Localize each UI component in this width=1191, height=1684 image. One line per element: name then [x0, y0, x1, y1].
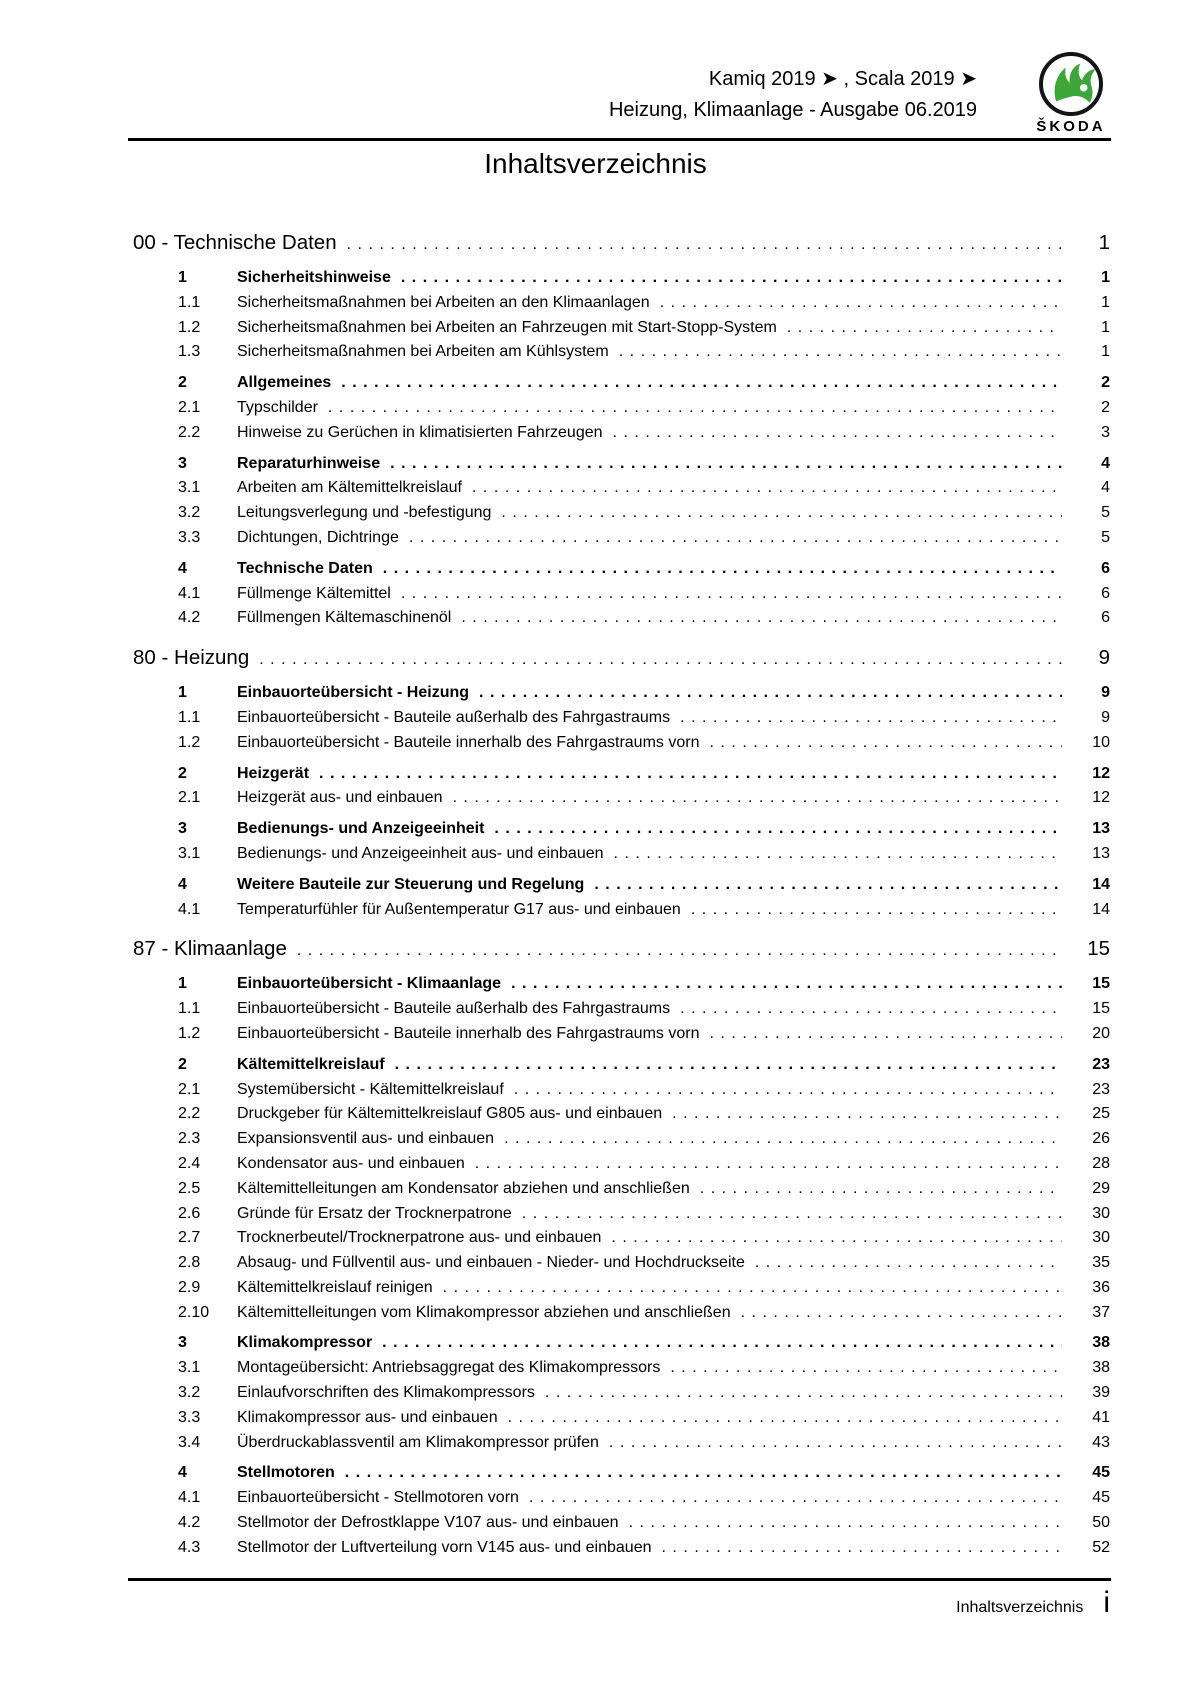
entry-page-number: 2	[1101, 374, 1110, 392]
entry-number: 4.2	[178, 609, 201, 627]
entry-page-number: 20	[1092, 1024, 1110, 1042]
entry-title: Bedienungs- und Anzeigeeinheit	[237, 820, 485, 838]
entry-page-number: 36	[1092, 1278, 1110, 1296]
dot-leader	[629, 1511, 1062, 1536]
dot-leader	[328, 396, 1062, 421]
entry-number: 2.4	[178, 1154, 201, 1172]
dot-leader	[494, 817, 1062, 842]
entry-title: Klimakompressor	[237, 1334, 373, 1352]
footer-label: Inhaltsverzeichnis	[956, 1599, 1084, 1616]
page-footer	[956, 1586, 1110, 1620]
toc-entry-row	[133, 316, 1110, 341]
dot-leader	[401, 266, 1062, 291]
entry-page-number: 28	[1092, 1154, 1110, 1172]
dot-leader	[670, 1356, 1062, 1381]
dot-leader	[409, 526, 1062, 551]
entry-title: Hinweise zu Gerüchen in klimatisierten Fahrzeugen	[237, 423, 603, 441]
entry-number: 2	[178, 764, 187, 782]
entry-number: 4.3	[178, 1538, 201, 1556]
entry-title: Einlaufvorschriften des Klimakompressors	[237, 1384, 535, 1402]
toc-entry-row	[133, 371, 1110, 396]
skoda-logo-circle	[1039, 52, 1103, 116]
entry-title: Einbauorteübersicht - Klimaanlage	[237, 975, 502, 993]
entry-title: Absaug- und Füllventil aus- und einbauen - Nieder- und Hochdruckseite	[237, 1254, 745, 1272]
entry-title: Einbauorteübersicht - Bauteile innerhalb des Fahrgastraums vorn	[237, 1024, 700, 1042]
entry-page-number: 6	[1101, 609, 1110, 627]
entry-title: Arbeiten am Kältemittelkreislauf	[237, 479, 462, 497]
toc-entry-row	[133, 452, 1110, 477]
entry-number: 2.6	[178, 1204, 201, 1222]
toc-entry-row	[133, 1301, 1110, 1326]
dot-leader	[787, 316, 1062, 341]
entry-page-number: 6	[1101, 559, 1110, 577]
entry-number: 3.1	[178, 844, 201, 862]
entry-page-number: 13	[1092, 844, 1110, 862]
entry-page-number: 25	[1092, 1105, 1110, 1123]
entry-number: 3	[178, 454, 187, 472]
entry-page-number: 6	[1101, 584, 1110, 602]
dot-leader	[613, 421, 1062, 446]
toc-entry-row	[133, 842, 1110, 867]
toc-entry-row	[133, 1152, 1110, 1177]
entry-number: 2.3	[178, 1130, 201, 1148]
toc-entry-row	[133, 1461, 1110, 1486]
entry-title: Reparaturhinweise	[237, 454, 381, 472]
toc-entry-row	[133, 557, 1110, 582]
header-divider	[128, 138, 1111, 141]
toc-chapter-row	[133, 934, 1110, 966]
toc-entry-row	[133, 898, 1110, 923]
dot-leader	[319, 762, 1062, 787]
toc-entry-row	[133, 1381, 1110, 1406]
entry-number: 2.5	[178, 1179, 201, 1197]
entry-title: Einbauorteübersicht - Bauteile außerhalb des Fahrgastraums	[237, 1000, 671, 1018]
toc-entry-row	[133, 1053, 1110, 1078]
dot-leader	[594, 873, 1062, 898]
entry-page-number: 35	[1092, 1254, 1110, 1272]
entry-number: 4.1	[178, 1489, 201, 1507]
entry-page-number: 1	[1101, 343, 1110, 361]
toc-entry-row	[133, 291, 1110, 316]
entry-page-number: 2	[1101, 398, 1110, 416]
entry-number: 4.1	[178, 900, 201, 918]
entry-title: Füllmenge Kältemittel	[237, 584, 391, 602]
entry-number: 3	[178, 1334, 187, 1352]
entry-title: Stellmotor der Defrostklappe V107 aus- und einbauen	[237, 1514, 619, 1532]
chapter-page-number: 15	[1087, 937, 1110, 961]
entry-page-number: 45	[1092, 1489, 1110, 1507]
entry-title: Kondensator aus- und einbauen	[237, 1154, 465, 1172]
dot-leader	[383, 557, 1062, 582]
entry-page-number: 50	[1092, 1514, 1110, 1532]
dot-leader	[461, 606, 1062, 631]
toc-entry-row	[133, 1022, 1110, 1047]
entry-page-number: 14	[1092, 900, 1110, 918]
dot-leader	[614, 842, 1062, 867]
page-title: Inhaltsverzeichnis	[484, 148, 707, 179]
entry-title: Typschilder	[237, 398, 318, 416]
entry-title: Bedienungs- und Anzeigeeinheit aus- und einbauen	[237, 844, 604, 862]
entry-page-number: 9	[1101, 708, 1110, 726]
dot-leader	[691, 898, 1062, 923]
toc-entry-row	[133, 266, 1110, 291]
entry-page-number: 41	[1092, 1408, 1110, 1426]
toc-entry-row	[133, 706, 1110, 731]
entry-page-number: 15	[1092, 1000, 1110, 1018]
entry-page-number: 10	[1092, 733, 1110, 751]
entry-page-number: 12	[1092, 789, 1110, 807]
entry-title: Systemübersicht - Kältemittelkreislauf	[237, 1080, 504, 1098]
dot-leader	[259, 645, 1062, 675]
toc-entry-row	[133, 1536, 1110, 1561]
entry-number: 3.1	[178, 1359, 201, 1377]
entry-title: Temperaturfühler für Außentemperatur G17 aus- und einbauen	[237, 900, 681, 918]
toc-entry-row	[133, 606, 1110, 631]
entry-page-number: 29	[1092, 1179, 1110, 1197]
dot-leader	[472, 476, 1062, 501]
toc-entry-row	[133, 1177, 1110, 1202]
dot-leader	[382, 1331, 1062, 1356]
toc-entry-row	[133, 396, 1110, 421]
entry-number: 3.3	[178, 1408, 201, 1426]
entry-number: 2.2	[178, 423, 201, 441]
entry-number: 1.1	[178, 1000, 201, 1018]
entry-number: 2.9	[178, 1278, 201, 1296]
entry-number: 3.3	[178, 528, 201, 546]
entry-number: 3.4	[178, 1433, 201, 1451]
entry-title: Expansionsventil aus- und einbauen	[237, 1130, 495, 1148]
header-model-line: Kamiq 2019 ➤ , Scala 2019 ➤	[708, 68, 977, 90]
entry-title: Stellmotoren	[237, 1464, 335, 1482]
toc-entry-row	[133, 1276, 1110, 1301]
entry-number: 2.1	[178, 1080, 201, 1098]
entry-number: 1.2	[178, 733, 201, 751]
entry-title: Einbauorteübersicht - Heizung	[237, 684, 470, 702]
toc-entry-row	[133, 762, 1110, 787]
entry-page-number: 43	[1092, 1433, 1110, 1451]
entry-page-number: 39	[1092, 1384, 1110, 1402]
entry-page-number: 1	[1101, 318, 1110, 336]
entry-number: 2.8	[178, 1254, 201, 1272]
entry-number: 1.2	[178, 318, 201, 336]
dot-leader	[529, 1486, 1062, 1511]
dot-leader	[660, 291, 1062, 316]
entry-title: Überdruckablassventil am Klimakompressor prüfen	[237, 1433, 599, 1451]
toc-entry-row	[133, 873, 1110, 898]
entry-page-number: 1	[1101, 293, 1110, 311]
entry-number: 1.2	[178, 1024, 201, 1042]
entry-page-number: 38	[1092, 1359, 1110, 1377]
entry-title: Druckgeber für Kältemittelkreislauf G805 aus- und einbauen	[237, 1105, 663, 1123]
dot-leader	[452, 786, 1062, 811]
entry-title: Kältemittelleitungen vom Klimakompressor abziehen und anschließen	[237, 1303, 731, 1321]
entry-title: Sicherheitshinweise	[237, 269, 391, 286]
entry-number: 4.1	[178, 584, 201, 602]
dot-leader	[475, 1152, 1062, 1177]
header-manual-line: Heizung, Klimaanlage - Ausgabe 06.2019	[608, 99, 977, 121]
dot-leader	[511, 972, 1062, 997]
skoda-wing-icon	[1043, 56, 1099, 112]
toc-entry-row	[133, 731, 1110, 756]
entry-title: Montageübersicht: Antriebsaggregat des Klimakompressors	[237, 1359, 661, 1377]
toc-entry-row	[133, 681, 1110, 706]
dot-leader	[545, 1381, 1062, 1406]
entry-page-number: 3	[1101, 423, 1110, 441]
entry-page-number: 30	[1092, 1229, 1110, 1247]
entry-number: 2.7	[178, 1229, 201, 1247]
toc-entry-row	[133, 786, 1110, 811]
toc-entry-row	[133, 501, 1110, 526]
entry-page-number: 9	[1101, 684, 1110, 702]
entry-number: 1.1	[178, 293, 201, 311]
entry-title: Heizgerät	[237, 764, 310, 782]
dot-leader	[508, 1406, 1062, 1431]
entry-title: Technische Daten	[237, 559, 373, 577]
entry-number: 2.10	[178, 1303, 210, 1321]
chapter-page-number: 9	[1098, 646, 1110, 670]
dot-leader	[700, 1177, 1062, 1202]
toc-chapter-row	[133, 643, 1110, 675]
dot-leader	[755, 1251, 1062, 1276]
toc-entry-row	[133, 340, 1110, 365]
toc-entry-row	[133, 997, 1110, 1022]
toc-entry-row	[133, 1486, 1110, 1511]
entry-number: 3.2	[178, 1384, 201, 1402]
entry-title: Allgemeines	[237, 374, 332, 392]
toc	[133, 216, 1110, 1561]
entry-number: 2.1	[178, 789, 201, 807]
dot-leader	[741, 1301, 1062, 1326]
entry-title: Dichtungen, Dichtringe	[237, 528, 399, 546]
dot-leader	[680, 706, 1062, 731]
entry-number: 4	[178, 1464, 187, 1482]
dot-leader	[680, 997, 1062, 1022]
entry-number: 2	[178, 374, 187, 392]
entry-page-number: 15	[1092, 975, 1110, 993]
entry-page-number: 13	[1092, 820, 1110, 838]
entry-number: 1	[178, 269, 187, 286]
entry-title: Leitungsverlegung und -befestigung	[237, 504, 492, 522]
dot-leader	[443, 1276, 1062, 1301]
entry-title: Trocknerbeutel/Trocknerpatrone aus- und einbauen	[237, 1229, 602, 1247]
dot-leader	[611, 1226, 1062, 1251]
entry-number: 3.2	[178, 504, 201, 522]
entry-page-number: 23	[1092, 1080, 1110, 1098]
dot-leader	[504, 1127, 1062, 1152]
footer-divider	[128, 1578, 1111, 1581]
entry-page-number: 38	[1092, 1334, 1110, 1352]
entry-page-number: 52	[1092, 1538, 1110, 1556]
dot-leader	[522, 1202, 1062, 1227]
toc-entry-row	[133, 1251, 1110, 1276]
chapter-title: 00 - Technische Daten	[133, 231, 337, 254]
entry-number: 1.1	[178, 708, 201, 726]
entry-number: 1	[178, 684, 187, 702]
dot-leader	[390, 452, 1062, 477]
dot-leader	[297, 936, 1062, 966]
entry-number: 4.2	[178, 1514, 201, 1532]
entry-number: 3.1	[178, 479, 201, 497]
toc-entry-row	[133, 1356, 1110, 1381]
entry-title: Stellmotor der Luftverteilung vorn V145 aus- und einbauen	[237, 1538, 652, 1556]
toc-entry-row	[133, 1102, 1110, 1127]
entry-number: 2.2	[178, 1105, 201, 1123]
entry-title: Heizgerät aus- und einbauen	[237, 789, 443, 807]
toc-entry-row	[133, 1202, 1110, 1227]
toc-chapter-row	[133, 228, 1110, 260]
entry-title: Gründe für Ersatz der Trocknerpatrone	[237, 1204, 512, 1222]
chapter-page-number: 1	[1098, 231, 1110, 254]
dot-leader	[672, 1102, 1062, 1127]
entry-title: Kältemittelleitungen am Kondensator abziehen und anschließen	[237, 1179, 690, 1197]
entry-page-number: 4	[1101, 454, 1110, 472]
entry-title: Einbauorteübersicht - Bauteile innerhalb des Fahrgastraums vorn	[237, 733, 700, 751]
entry-title: Sicherheitsmaßnahmen bei Arbeiten an Fahrzeugen mit Start-Stopp-System	[237, 318, 777, 336]
entry-number: 2	[178, 1055, 187, 1073]
chapter-title: 80 - Heizung	[133, 646, 250, 670]
dot-leader	[345, 1461, 1062, 1486]
entry-title: Klimakompressor aus- und einbauen	[237, 1408, 498, 1426]
dot-leader	[619, 340, 1062, 365]
entry-title: Kältemittelkreislauf reinigen	[237, 1278, 433, 1296]
toc-entry-row	[133, 1431, 1110, 1456]
entry-page-number: 12	[1092, 764, 1110, 782]
toc-entry-row	[133, 1226, 1110, 1251]
entry-page-number: 14	[1092, 875, 1110, 893]
entry-page-number: 37	[1092, 1303, 1110, 1321]
skoda-wordmark: ŠKODA	[1036, 118, 1106, 135]
toc-entry-row	[133, 1078, 1110, 1103]
entry-number: 3	[178, 820, 187, 838]
toc-entry-row	[133, 1406, 1110, 1431]
entry-page-number: 1	[1101, 269, 1110, 286]
skoda-logo	[1031, 52, 1111, 135]
entry-title: Einbauorteübersicht - Stellmotoren vorn	[237, 1489, 519, 1507]
entry-number: 1	[178, 975, 187, 993]
dot-leader	[609, 1431, 1062, 1456]
toc-entry-row	[133, 817, 1110, 842]
dot-leader	[401, 582, 1062, 607]
entry-title: Kältemittelkreislauf	[237, 1055, 385, 1073]
toc-entry-row	[133, 1511, 1110, 1536]
dot-leader	[479, 681, 1062, 706]
entry-page-number: 4	[1101, 479, 1110, 497]
entry-title: Füllmengen Kältemaschinenöl	[237, 609, 452, 627]
toc-entry-row	[133, 476, 1110, 501]
toc-entry-row	[133, 972, 1110, 997]
entry-page-number: 30	[1092, 1204, 1110, 1222]
page-header	[609, 64, 977, 126]
entry-title: Sicherheitsmaßnahmen bei Arbeiten an den Klimaanlagen	[237, 293, 650, 311]
dot-leader	[514, 1078, 1062, 1103]
entry-title: Einbauorteübersicht - Bauteile außerhalb des Fahrgastraums	[237, 708, 671, 726]
dot-leader	[501, 501, 1062, 526]
toc-entry-row	[133, 1331, 1110, 1356]
toc-entry-row	[133, 582, 1110, 607]
entry-page-number: 45	[1092, 1464, 1110, 1482]
entry-page-number: 5	[1101, 504, 1110, 522]
toc-entry-row	[133, 421, 1110, 446]
toc-entry-row	[133, 1127, 1110, 1152]
dot-leader	[347, 230, 1062, 260]
entry-number: 1.3	[178, 343, 201, 361]
entry-number: 2.1	[178, 398, 201, 416]
entry-number: 4	[178, 559, 187, 577]
entry-page-number: 5	[1101, 528, 1110, 546]
entry-title: Weitere Bauteile zur Steuerung und Regelung	[237, 875, 585, 893]
footer-page-number: i	[1103, 1586, 1110, 1619]
dot-leader	[395, 1053, 1062, 1078]
dot-leader	[709, 1022, 1062, 1047]
dot-leader	[661, 1536, 1062, 1561]
entry-number: 4	[178, 875, 187, 893]
entry-page-number: 23	[1092, 1055, 1110, 1073]
entry-page-number: 26	[1092, 1130, 1110, 1148]
entry-title: Sicherheitsmaßnahmen bei Arbeiten am Kühlsystem	[237, 343, 609, 361]
dot-leader	[709, 731, 1062, 756]
dot-leader	[341, 371, 1062, 396]
toc-entry-row	[133, 526, 1110, 551]
chapter-title: 87 - Klimaanlage	[133, 937, 287, 961]
